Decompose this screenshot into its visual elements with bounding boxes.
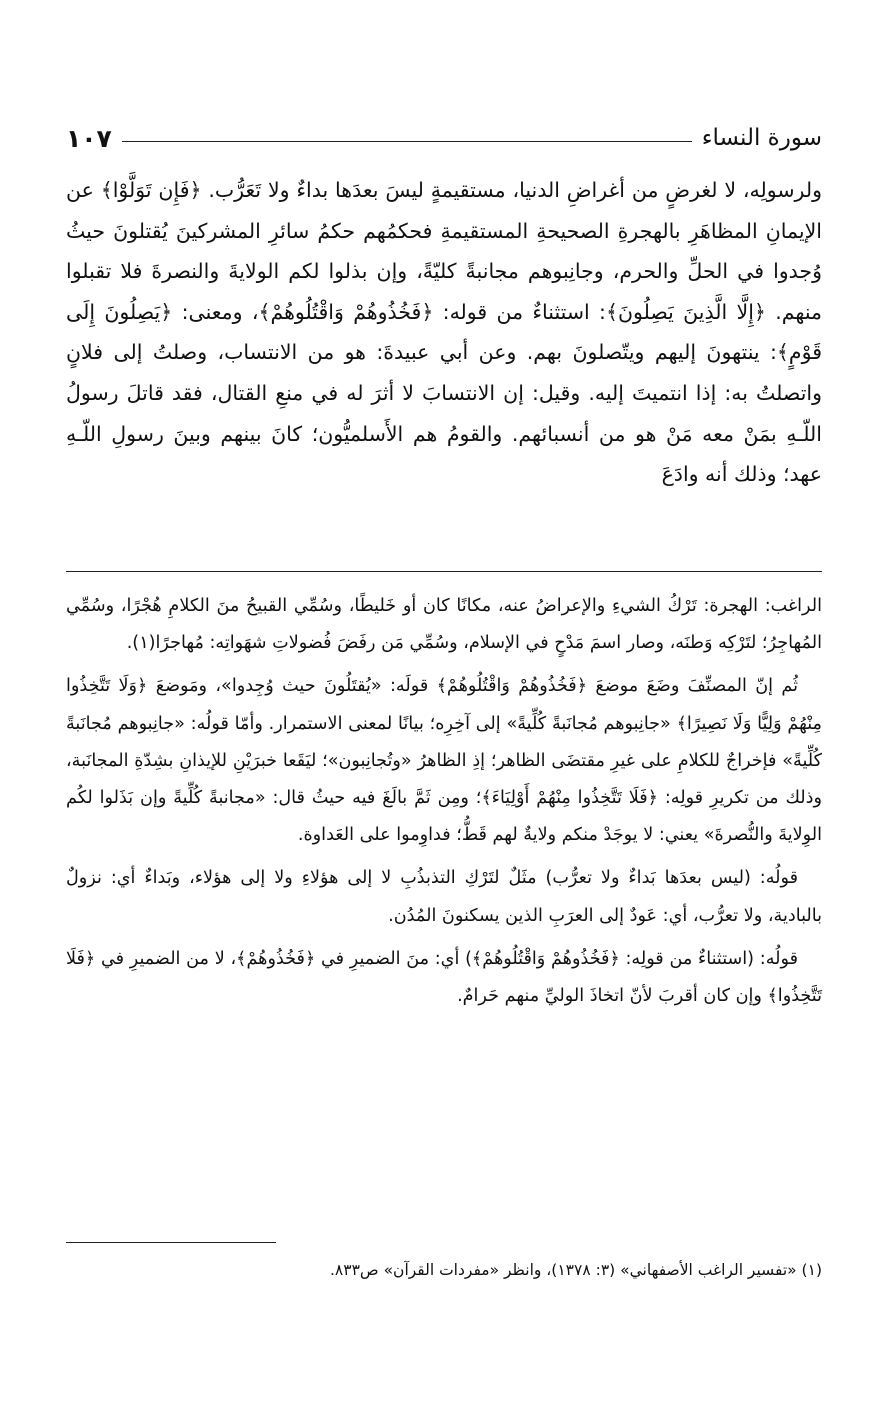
commentary-paragraph-3: قولُه: (ليس بعدَها بَداءٌ ولا تعرُّب) مثَلٌ لتَرْكِ التذبذُبِ لا إلى هؤلاءِ ولا إلى هؤلاء، وبَداءٌ أي: نزولٌ بالبادية، ولا تعرُّب، أي: عَودٌ إلى العرَبِ الذين يسكنونَ المُدُن.: [66, 868, 822, 926]
commentary-paragraph-1: الراغب: الهجرة: تَرْكُ الشيءِ والإعراضُ عنه، مكانًا كان أو خَليطًا، وسُمِّي القبيحُ منَ الكلامِ هُجْرًا، وسُمِّي المُهاجِرُ؛ لتَرْكِه وَطنَه، وصار اسمَ مَدْحٍ في الإسلام، وسُمِّي مَن رفَضَ فُضولاتِ شهَواتِه: مُهاجرًا(١).: [66, 596, 822, 654]
page: [66, 0, 822, 1414]
main-paragraph: ولرسولِه، لا لغرضٍ من أغراضِ الدنيا، مستقيمةٍ ليسَ بعدَها بداءٌ ولا تَعَرُّب. ﴿فَإِن تَوَلَّوْا﴾ عن الإيمانِ المظاهَرِ بالهجرةِ الصحيحةِ المستقيمةِ فحكمُهم حكمُ سائرِ المشركينَ يُقتلونَ حيثُ وُجدوا في الحلِّ والحرم، وجانِبوهم مجانبةً كليّةً، وإن بذلوا لكم الولايةَ والنصرةَ فلا تقبلوا منهم. ﴿إِلَّا الَّذِينَ يَصِلُونَ﴾: استثناءٌ من قوله: ﴿فَخُذُوهُمْ وَاقْتُلُوهُمْ﴾، ومعنى: ﴿يَصِلُونَ إِلَى قَوْمٍ﴾: ينتهونَ إليهم ويتّصلونَ بهم. وعن أبي عبيدةَ: هو من الانتساب، وصلتُ إلى فلانٍ واتصلتُ به: إذا انتميتَ إليه. وقيل: إن الانتسابَ لا أثرَ له في منعِ القتال، فقد قاتلَ رسولُ اللّـهِ بمَنْ معه مَنْ هو من أنسبائهم. والقومُ هم الأَسلميُّون؛ كانَ بينهم وبينَ رسولِ اللّـهِ عهد؛ وذلك أنه وادَعَ: [66, 178, 822, 487]
page-header: [66, 118, 822, 158]
section-divider: [66, 571, 822, 572]
surah-title: سورة النساء: [701, 125, 822, 151]
footnote-text: (١) «تفسير الراغب الأصفهاني» (٣: ١٣٧٨)، وانظر «مفردات القرآن» ص٨٣٣.: [329, 1261, 822, 1279]
page-number: ١٠٧: [66, 123, 112, 153]
commentary-paragraph-2: ثُم إنّ المصنِّفَ وضَعَ موضعَ ﴿فَخُذُوهُمْ وَاقْتُلُوهُمْ﴾ قولَه: «يُقتَلُونَ حيث وُجِدوا»، ومَوضعَ ﴿وَلَا تَتَّخِذُوا مِنْهُمْ وَلِيًّا وَلَا نَصِيرًا﴾ «جانِبوهم مُجانَبةً كُلِّيةً» إلى آخِرِه؛ بيانًا لمعنى الاستمرار. وأمّا قولُه: «جانِبوهم مُجانَبةً كُلِّيةً» فإخراجٌ للكلامِ على غيرِ مقتضَى الظاهر؛ إذِ الظاهرُ «وتُجانِبون»؛ ليَقَعا خبرَيْنِ للإيذانِ بشِدّةِ المجانَبة، وذلك من تكريرِ قولِه: ﴿فَلَا تَتَّخِذُوا مِنْهُمْ أَوْلِيَاءَ﴾؛ ومِن ثَمَّ بالَغَ فيه حيثُ قال: «مجانبةً كُلِّيةً وإن بَذَلوا لكُم الوِلايةَ والنُّصرةَ» يعني: لا يوجَدْ منكم ولايةٌ لهم قَطُّ؛ فداوِموا على العَداوة.: [66, 676, 822, 846]
footnote: [66, 1255, 822, 1285]
commentary-paragraph-4: قولُه: (استثناءٌ من قولِه: ﴿فَخُذُوهُمْ وَاقْتُلُوهُمْ﴾) أي: منَ الضميرِ في ﴿فَخُذُوهُمْ﴾، لا من الضميرِ في ﴿فَلَا تَتَّخِذُوا﴾ وإن كان أقربَ لأنّ اتخاذَ الوليِّ منهم حَرامٌ.: [66, 948, 822, 1007]
main-text: [66, 170, 822, 495]
commentary: [66, 588, 822, 1021]
header-rule: [122, 141, 692, 142]
footnote-rule: [66, 1242, 276, 1243]
